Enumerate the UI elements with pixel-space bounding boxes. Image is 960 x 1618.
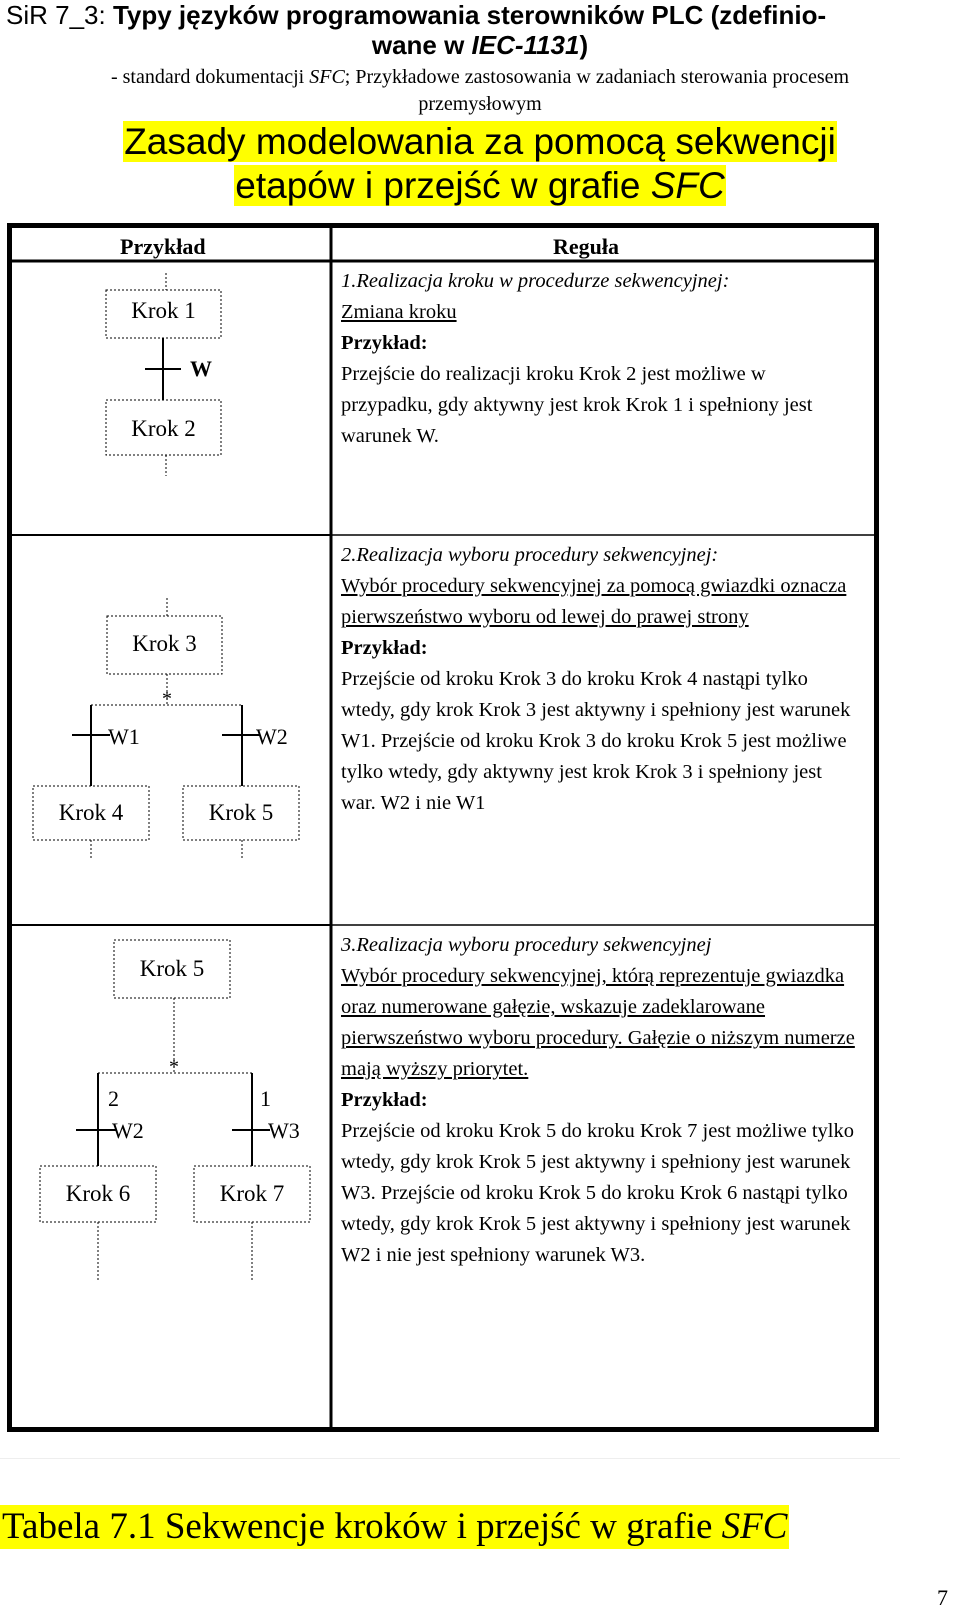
column-header-rule: Reguła [553,234,619,259]
table-caption [0,1505,789,1549]
rule-3-underlined: Wybór procedury sekwencyjnej, którą reprezentuje gwiazdka oraz numerowane gałęzie, wskazuje zadeklarowane pierwszeństwo wyboru procedury. Gałęzie o niższym numerze mają wyższy priorytet. [341,965,855,1080]
rule-1-underlined: Zmiana kroku [341,301,457,323]
rule-2-underlined: Wybór procedury sekwencyjnej za pomocą gwiazdki oznacza pierwszeństwo wyboru od lewej do prawej strony [341,575,847,628]
step-label-krok6: Krok 6 [65,1181,131,1206]
rule-1-heading: 1.Realizacja kroku w procedurze sekwencyjnej: [341,270,730,292]
page-number: 7 [937,1585,948,1610]
rule-1-body: Przejście do realizacji kroku Krok 2 jest możliwe w przypadku, gdy aktywny jest krok Krok 1 i spełniony jest warunek W. [341,363,813,447]
column-header-example: Przykład [120,234,206,259]
step-label-krok3: Krok 3 [132,631,197,656]
subtitle-part2: ; Przykładowe zastosowania w zadaniach sterowania procesem [344,66,850,88]
separator-line [0,1458,900,1459]
step-label-krok2: Krok 2 [131,416,196,441]
rules-table [7,223,879,1432]
transition-label-w2: W2 [256,724,288,749]
header-prefix: SiR 7_3: [6,0,113,30]
rule-1 [341,266,861,452]
rule-2-body: Przejście od kroku Krok 3 do kroku Krok 4 nastąpi tylko wtedy, gdy krok Krok 3 jest aktywny i spełniony jest warunek W1. Przejście od kroku Krok 3 do kroku Krok 5 jest możliwe tylko wtedy, gdy aktywny jest krok Krok 3 i spełniony jest war. W2 i nie W1 [341,668,851,814]
priority-star-b: * [169,1056,179,1078]
step-label-krok1: Krok 1 [131,298,196,323]
rule-1-example-label: Przykład: [341,332,428,354]
section-title-line1: Zasady modelowania za pomocą sekwencji [124,121,836,162]
subtitle-sfc: SFC [309,66,345,88]
header-title: Typy języków programowania sterowników PLC (zdefinio- [112,0,827,30]
caption-sfc: SFC [721,1506,788,1547]
transition-label-w2-b: W2 [112,1118,144,1143]
priority-star: * [162,688,172,710]
section-title-line2-text: etapów i przejść w grafie [235,165,651,206]
rule-3-example-label: Przykład: [341,1089,428,1111]
document-subtitle [0,64,960,118]
header-title-cont: wane w [371,30,472,60]
subtitle-part1: - standard dokumentacji [110,66,310,88]
document-header-line2 [0,30,960,60]
section-title [0,120,960,208]
transition-label-w1: W1 [108,724,140,749]
document-header-line1 [6,0,956,30]
header-standard: IEC-1131 [471,30,580,60]
subtitle-line2: przemysłowym [418,93,542,115]
step-label-krok7: Krok 7 [219,1181,285,1206]
header-title-end: ) [579,30,589,60]
transition-label-w3: W3 [268,1118,300,1143]
branch-priority-2: 2 [108,1086,119,1111]
rule-3-heading: 3.Realizacja wyboru procedury sekwencyjnej [341,934,712,956]
rule-3-body: Przejście od kroku Krok 5 do kroku Krok 7 jest możliwe tylko wtedy, gdy krok Krok 5 jest aktywny i spełniony jest warunek W3. Przejście od kroku Krok 5 do kroku Krok 6 nastąpi tylko wtedy, gdy krok Krok 5 jest aktywny i spełniony jest warunek W2 i nie jest spełniony warunek W3. [341,1120,854,1266]
section-title-sfc: SFC [650,165,725,206]
rule-2-example-label: Przykład: [341,637,428,659]
transition-label-w: W [190,356,212,381]
branch-priority-1: 1 [260,1086,271,1111]
rule-3 [341,930,861,1271]
caption-text: Tabela 7.1 Sekwencje kroków i przejść w grafie [2,1506,722,1547]
rule-2-heading: 2.Realizacja wyboru procedury sekwencyjnej: [341,544,719,566]
step-label-krok4: Krok 4 [58,800,124,825]
section-title-line2 [234,165,725,206]
rule-2 [341,540,861,819]
step-label-krok5: Krok 5 [208,800,274,825]
step-label-krok5-b: Krok 5 [139,956,205,981]
